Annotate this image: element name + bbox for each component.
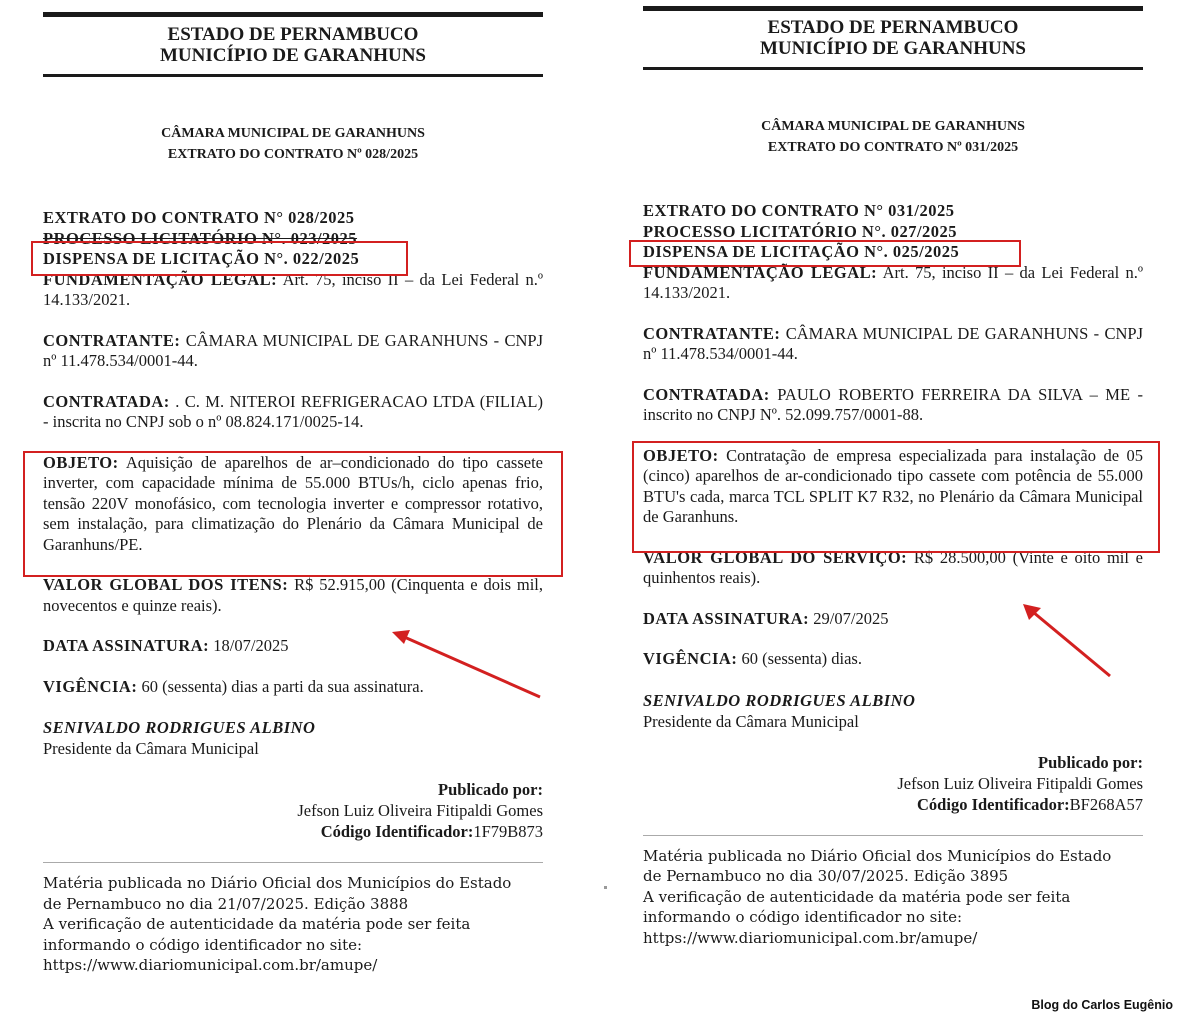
extract-title: EXTRATO DO CONTRATO Nº 031/2025 [767, 140, 1019, 155]
contratante-text: CÂMARA MUNICIPAL DE GARANHUNS - CNPJ nº 11.478.534/0001-44. [43, 330, 543, 370]
org-name: CÂMARA MUNICIPAL DE GARANHUNS [761, 119, 1025, 134]
identifier-line [43, 821, 543, 842]
publisher-name: Jefson Luiz Oliveira Fitipaldi Gomes [297, 801, 543, 820]
contratante-paragraph [43, 331, 543, 372]
contratante-label: CONTRATANTE: [43, 330, 181, 350]
header-bottom-rule [643, 67, 1143, 70]
signer-block [43, 717, 543, 759]
objeto-text: Aquisição de aparelhos de ar–condicionado do tipo cassete inverter, com capacidade mínima de 55.000 BTUs/h, ciclo apenas frio, tensão 220V monofásico, com tecnologia inverter e compressor rotativo, sem instalação, para climatização do Plenário da Câmara Municipal de Garanhuns/PE. [43, 452, 543, 554]
objeto-highlight-box-right [632, 441, 1160, 553]
identifier-label: Código Identificador: [320, 822, 474, 841]
footer-divider [43, 862, 543, 863]
footer-line: A verificação de autenticidade da matéria pode ser feita [43, 915, 471, 933]
processo-line: PROCESSO LICITATÓRIO N°. 027/2025 [643, 221, 958, 241]
objeto-label: OBJETO: [43, 452, 119, 472]
dispensa-line: DISPENSA DE LICITAÇÃO N°. 022/2025 [43, 249, 360, 268]
fundamentacao-text: Art. 75, inciso II – da Lei Federal n.º 14.133/2021. [643, 262, 1143, 302]
footer-divider [643, 835, 1143, 836]
identifier-code: 1F79B873 [473, 822, 543, 841]
objeto-highlight-box-left [23, 451, 563, 577]
blog-credit: Blog do Carlos Eugênio [1031, 998, 1173, 1012]
municipality-name: MUNICÍPIO DE GARANHUNS [759, 38, 1026, 59]
state-header [643, 11, 1143, 67]
contratada-paragraph [43, 392, 543, 433]
identifier-label: Código Identificador: [917, 794, 1070, 814]
publication-block [43, 779, 543, 842]
publisher-name: Jefson Luiz Oliveira Fitipaldi Gomes [897, 773, 1143, 793]
publication-footer [43, 873, 543, 976]
data-assinatura-text: 29/07/2025 [809, 608, 889, 628]
dispensa-line: DISPENSA DE LICITAÇÃO N°. 025/2025 [643, 242, 960, 261]
fundamentacao-text: Art. 75, inciso II – da Lei Federal n.º 14.133/2021. [43, 269, 543, 309]
footer-url: https://www.diariomunicipal.com.br/amupe/ [643, 928, 978, 947]
footer-line: de Pernambuco no dia 21/07/2025. Edição 3888 [43, 894, 409, 913]
contratada-text: . C. M. NITEROI REFRIGERACAO LTDA (FILIAL) - inscrita no CNPJ sob o nº 08.824.171/0025-14. [43, 391, 543, 431]
data-assinatura-label: DATA ASSINATURA: [643, 608, 810, 628]
signer-role: Presidente da Câmara Municipal [43, 739, 259, 758]
valor-label: VALOR GLOBAL DOS ITENS: [43, 575, 289, 594]
org-header [643, 116, 1143, 158]
valor-paragraph [643, 548, 1143, 589]
publisher-label: Publicado por: [1038, 752, 1143, 772]
extract-title: EXTRATO DO CONTRATO Nº 028/2025 [167, 147, 419, 162]
footer-url: https://www.diariomunicipal.com.br/amupe/ [43, 956, 378, 974]
footer-line: Matéria publicada no Diário Oficial dos Municípios do Estado [643, 846, 1112, 865]
header-bottom-rule [43, 74, 543, 77]
fundamentacao-label: FUNDAMENTAÇÃO LEGAL: [643, 262, 878, 282]
publication-footer [643, 846, 1143, 949]
footer-line: A verificação de autenticidade da matéria pode ser feita [643, 887, 1071, 906]
arrow-annotation-right [1015, 598, 1125, 683]
contratante-label: CONTRATANTE: [643, 323, 781, 343]
signer-role: Presidente da Câmara Municipal [643, 711, 859, 731]
vigencia-label: VIGÊNCIA: [643, 649, 738, 668]
data-assinatura-text: 18/07/2025 [209, 636, 289, 655]
valor-paragraph [43, 575, 543, 616]
state-header [43, 17, 543, 74]
scan-speck [604, 886, 607, 889]
identifier-line [643, 794, 1143, 815]
objeto-text: Contratação de empresa especializada para instalação de 05 (cinco) aparelhos de ar-condicionado tipo cassete com potência de 55.000 BTU's cada, marca TCL SPLIT K7 R32, no Plenário da Câmara Municipal de Garanhuns. [643, 445, 1143, 526]
identifier-code: BF268A57 [1069, 794, 1143, 814]
municipality-name: MUNICÍPIO DE GARANHUNS [159, 45, 426, 66]
footer-line: informando o código identificador no site: [43, 935, 363, 954]
dispensa-highlight-box-right [629, 240, 1021, 267]
contratante-paragraph [643, 324, 1143, 365]
org-name: CÂMARA MUNICIPAL DE GARANHUNS [161, 126, 425, 141]
state-name: ESTADO DE PERNAMBUCO [767, 17, 1019, 38]
signer-block [643, 690, 1143, 732]
footer-line: Matéria publicada no Diário Oficial dos Municípios do Estado [43, 874, 512, 892]
dispensa-highlight-box-left [31, 241, 408, 276]
publication-block [643, 752, 1143, 815]
contratada-label: CONTRATADA: [43, 391, 170, 411]
fundamentacao-label: FUNDAMENTAÇÃO LEGAL: [43, 269, 278, 289]
footer-line: informando o código identificador no site: [643, 908, 963, 926]
objeto-label: OBJETO: [643, 445, 719, 465]
contratada-paragraph [643, 385, 1143, 426]
processo-line: PROCESSO LICITATÓRIO N°. 023/2025 [43, 228, 358, 248]
extrato-line: EXTRATO DO CONTRATO N° 031/2025 [643, 201, 955, 220]
vigencia-label: VIGÊNCIA: [43, 676, 138, 696]
vigencia-text: 60 (sessenta) dias a parti da sua assinatura. [137, 676, 424, 696]
arrow-annotation-left [380, 620, 550, 710]
extrato-line: EXTRATO DO CONTRATO N° 028/2025 [43, 208, 355, 227]
valor-text: R$ 28.500,00 (Vinte e oito mil e quinhentos reais). [643, 547, 1143, 587]
org-header [43, 123, 543, 165]
contratante-text: CÂMARA MUNICIPAL DE GARANHUNS - CNPJ nº 11.478.534/0001-44. [643, 323, 1143, 363]
state-name: ESTADO DE PERNAMBUCO [167, 24, 419, 45]
valor-text: R$ 52.915,00 (Cinquenta e dois mil, novecentos e quinze reais). [43, 575, 543, 615]
footer-line: de Pernambuco no dia 30/07/2025. Edição 3895 [643, 867, 1009, 885]
vigencia-text: 60 (sessenta) dias. [737, 649, 862, 668]
publisher-label: Publicado por: [438, 780, 543, 799]
contratada-text: PAULO ROBERTO FERREIRA DA SILVA – ME - inscrito no CNPJ Nº. 52.099.757/0001-88. [643, 384, 1143, 424]
contratada-label: CONTRATADA: [643, 384, 770, 404]
signer-name: SENIVALDO RODRIGUES ALBINO [643, 690, 916, 710]
fundamentacao-paragraph [643, 263, 1143, 304]
valor-label: VALOR GLOBAL DO SERVIÇO: [643, 547, 908, 567]
data-assinatura-label: DATA ASSINATURA: [43, 636, 210, 655]
signer-name: SENIVALDO RODRIGUES ALBINO [43, 718, 316, 737]
